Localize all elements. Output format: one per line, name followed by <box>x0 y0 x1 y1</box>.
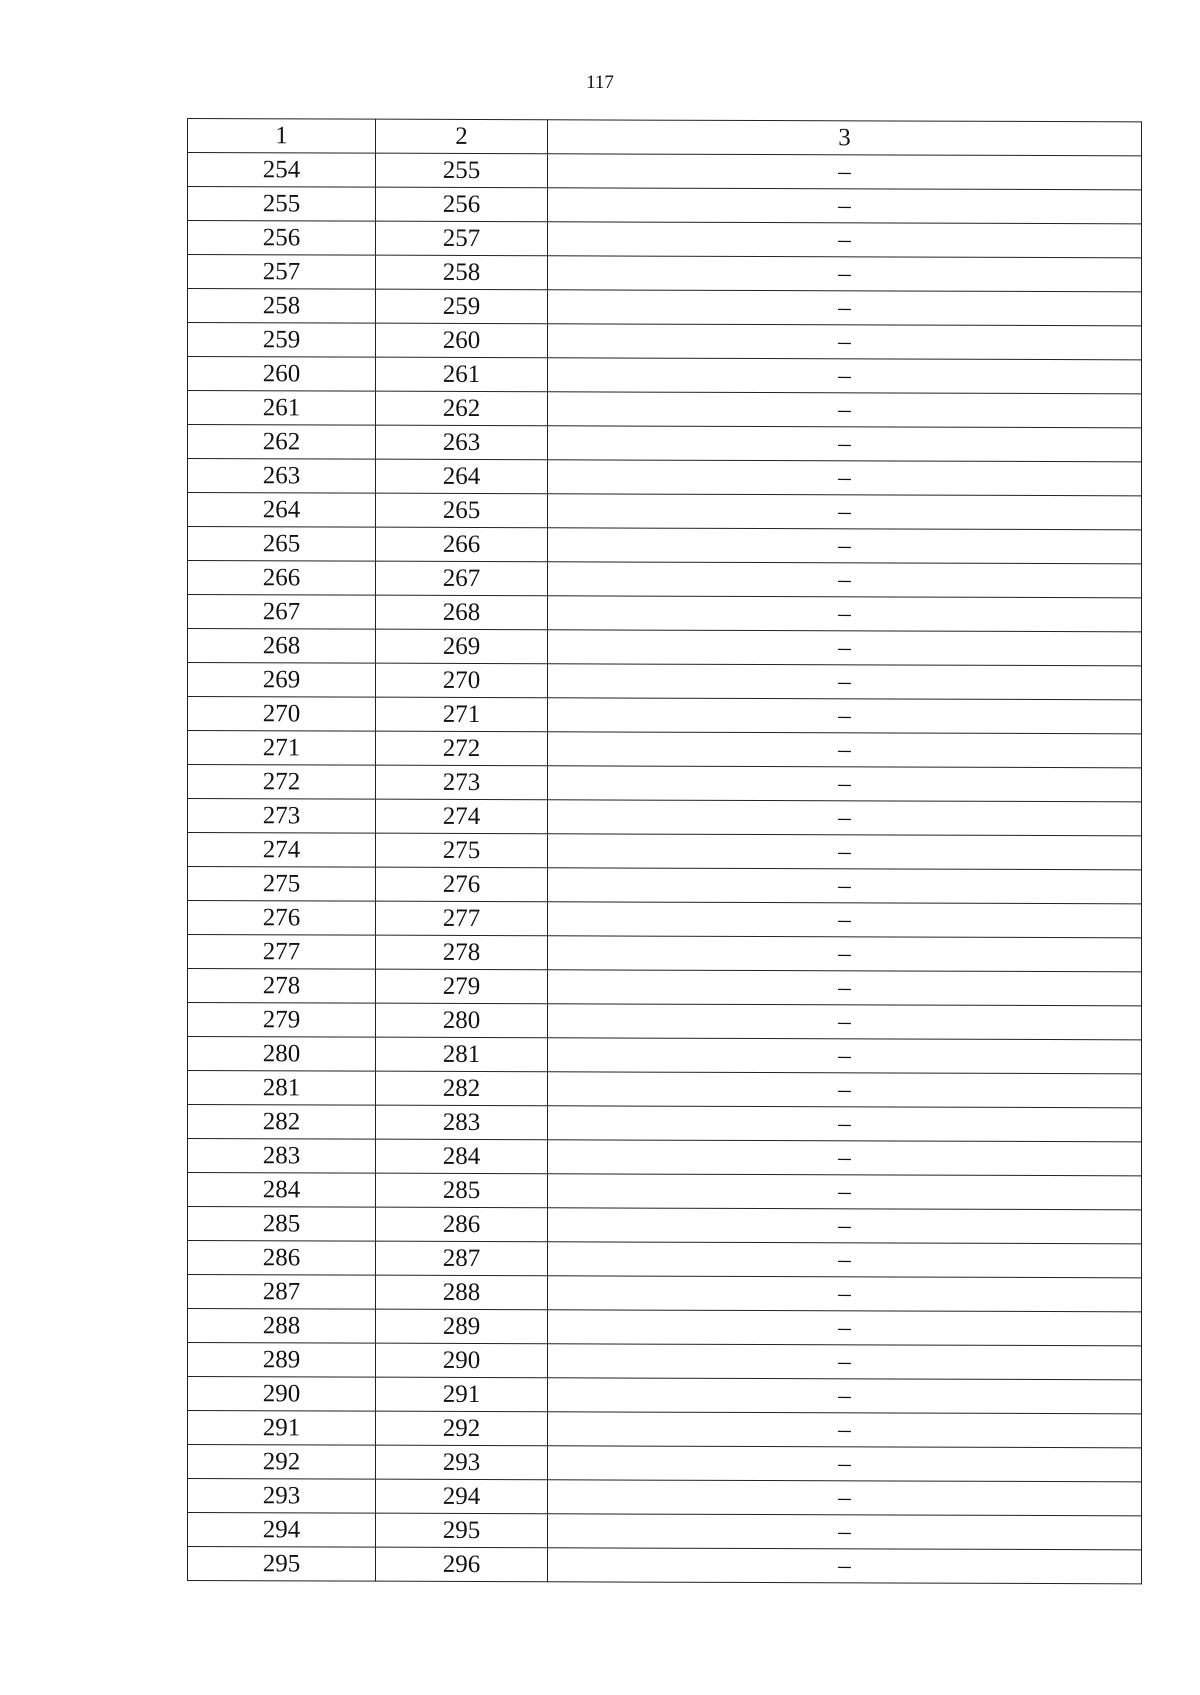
table-cell-col-3: – <box>548 1208 1142 1244</box>
table-cell-col-1: 276 <box>188 901 376 936</box>
table-cell-col-2: 296 <box>376 1547 548 1582</box>
table-cell-col-1: 282 <box>188 1105 376 1140</box>
table-cell-col-1: 260 <box>188 357 376 392</box>
table-cell-col-1: 295 <box>188 1547 376 1582</box>
table-row <box>188 1207 1142 1244</box>
table-row <box>188 221 1142 258</box>
column-header-3: 3 <box>548 120 1142 156</box>
table-row <box>188 289 1142 326</box>
table-cell-col-1: 263 <box>188 459 376 494</box>
table-cell-col-3: – <box>548 630 1142 666</box>
table-cell-col-1: 270 <box>188 697 376 732</box>
table-cell-col-1: 283 <box>188 1139 376 1174</box>
table-cell-col-1: 290 <box>188 1377 376 1412</box>
table-cell-col-2: 262 <box>376 391 548 426</box>
table-row <box>188 697 1142 734</box>
page-number: 117 <box>586 72 614 93</box>
table-cell-col-3: – <box>548 596 1142 632</box>
table-cell-col-2: 275 <box>376 833 548 868</box>
table-row <box>188 1037 1142 1074</box>
table-cell-col-2: 260 <box>376 323 548 358</box>
table-cell-col-3: – <box>548 1480 1142 1516</box>
table-cell-col-1: 262 <box>188 425 376 460</box>
table-cell-col-3: – <box>548 698 1142 734</box>
table-cell-col-1: 269 <box>188 663 376 698</box>
table-cell-col-3: – <box>548 902 1142 938</box>
table-cell-col-2: 280 <box>376 1003 548 1038</box>
table-cell-col-2: 267 <box>376 561 548 596</box>
table-cell-col-2: 282 <box>376 1071 548 1106</box>
table-cell-col-2: 291 <box>376 1377 548 1412</box>
table-body <box>188 153 1142 1584</box>
table-cell-col-2: 268 <box>376 595 548 630</box>
table-cell-col-2: 255 <box>376 153 548 188</box>
table-cell-col-3: – <box>548 1106 1142 1142</box>
table-row <box>188 255 1142 292</box>
table-cell-col-1: 280 <box>188 1037 376 1072</box>
table-cell-col-1: 281 <box>188 1071 376 1106</box>
table-row <box>188 1309 1142 1346</box>
table-row <box>188 459 1142 496</box>
table-cell-col-3: – <box>548 358 1142 394</box>
table-cell-col-1: 278 <box>188 969 376 1004</box>
table-row <box>188 1071 1142 1108</box>
table-row <box>188 935 1142 972</box>
column-header-1: 1 <box>188 119 376 154</box>
table-cell-col-1: 275 <box>188 867 376 902</box>
table-cell-col-1: 257 <box>188 255 376 290</box>
table-cell-col-1: 294 <box>188 1513 376 1548</box>
table-cell-col-3: – <box>548 528 1142 564</box>
table-row <box>188 187 1142 224</box>
table-row <box>188 1173 1142 1210</box>
table-cell-col-3: – <box>548 664 1142 700</box>
table-cell-col-3: – <box>548 188 1142 224</box>
table-row <box>188 153 1142 190</box>
table-row <box>188 527 1142 564</box>
table-cell-col-3: – <box>548 460 1142 496</box>
table-cell-col-2: 286 <box>376 1207 548 1242</box>
table-cell-col-1: 291 <box>188 1411 376 1446</box>
table-row <box>188 1513 1142 1550</box>
table-cell-col-2: 283 <box>376 1105 548 1140</box>
table-cell-col-2: 281 <box>376 1037 548 1072</box>
table-cell-col-2: 261 <box>376 357 548 392</box>
table-row <box>188 561 1142 598</box>
table-cell-col-2: 258 <box>376 255 548 290</box>
table-row <box>188 1275 1142 1312</box>
table-cell-col-1: 284 <box>188 1173 376 1208</box>
table-row <box>188 595 1142 632</box>
table-row <box>188 833 1142 870</box>
table-cell-col-2: 259 <box>376 289 548 324</box>
table-cell-col-3: – <box>548 426 1142 462</box>
table-cell-col-3: – <box>548 1038 1142 1074</box>
table-cell-col-3: – <box>548 494 1142 530</box>
table-cell-col-3: – <box>548 290 1142 326</box>
table-cell-col-1: 289 <box>188 1343 376 1378</box>
table-cell-col-1: 277 <box>188 935 376 970</box>
table-cell-col-2: 287 <box>376 1241 548 1276</box>
table-cell-col-3: – <box>548 1514 1142 1550</box>
table-cell-col-3: – <box>548 154 1142 190</box>
table-row <box>188 1547 1142 1584</box>
table-cell-col-2: 277 <box>376 901 548 936</box>
table-cell-col-3: – <box>548 256 1142 292</box>
table-cell-col-1: 265 <box>188 527 376 562</box>
table-cell-col-1: 292 <box>188 1445 376 1480</box>
table-row <box>188 357 1142 394</box>
table-cell-col-3: – <box>548 732 1142 768</box>
table-cell-col-2: 271 <box>376 697 548 732</box>
table-cell-col-1: 286 <box>188 1241 376 1276</box>
data-table <box>187 118 1142 1584</box>
table-row <box>188 731 1142 768</box>
table-row <box>188 901 1142 938</box>
table-row <box>188 1411 1142 1448</box>
table-cell-col-2: 295 <box>376 1513 548 1548</box>
table-row <box>188 1479 1142 1516</box>
table-cell-col-1: 293 <box>188 1479 376 1514</box>
table-row <box>188 1343 1142 1380</box>
table-cell-col-2: 265 <box>376 493 548 528</box>
table-cell-col-1: 272 <box>188 765 376 800</box>
table-cell-col-2: 274 <box>376 799 548 834</box>
table-cell-col-3: – <box>548 1242 1142 1278</box>
table-cell-col-2: 269 <box>376 629 548 664</box>
table-row <box>188 969 1142 1006</box>
table-row <box>188 1003 1142 1040</box>
table-cell-col-3: – <box>548 562 1142 598</box>
table-cell-col-1: 255 <box>188 187 376 222</box>
table-cell-col-1: 267 <box>188 595 376 630</box>
table-cell-col-1: 274 <box>188 833 376 868</box>
table-cell-col-1: 271 <box>188 731 376 766</box>
table-cell-col-3: – <box>548 970 1142 1006</box>
table-cell-col-1: 288 <box>188 1309 376 1344</box>
table-cell-col-3: – <box>548 1412 1142 1448</box>
table-cell-col-2: 278 <box>376 935 548 970</box>
table-row <box>188 663 1142 700</box>
table-header-row <box>188 119 1142 156</box>
table-cell-col-2: 264 <box>376 459 548 494</box>
table-cell-col-2: 290 <box>376 1343 548 1378</box>
table-cell-col-3: – <box>548 222 1142 258</box>
table-cell-col-1: 254 <box>188 153 376 188</box>
table-cell-col-1: 285 <box>188 1207 376 1242</box>
table-cell-col-1: 268 <box>188 629 376 664</box>
table-cell-col-2: 276 <box>376 867 548 902</box>
table-cell-col-2: 294 <box>376 1479 548 1514</box>
table-cell-col-3: – <box>548 1004 1142 1040</box>
table-cell-col-3: – <box>548 392 1142 428</box>
table-row <box>188 867 1142 904</box>
table-cell-col-3: – <box>548 324 1142 360</box>
table-row <box>188 493 1142 530</box>
table-cell-col-2: 288 <box>376 1275 548 1310</box>
table-cell-col-3: – <box>548 936 1142 972</box>
table-cell-col-3: – <box>548 1310 1142 1346</box>
table-cell-col-2: 256 <box>376 187 548 222</box>
table-cell-col-2: 284 <box>376 1139 548 1174</box>
table-cell-col-2: 263 <box>376 425 548 460</box>
table-cell-col-1: 266 <box>188 561 376 596</box>
table-cell-col-2: 266 <box>376 527 548 562</box>
table-cell-col-3: – <box>548 1276 1142 1312</box>
table-cell-col-2: 273 <box>376 765 548 800</box>
table-cell-col-1: 264 <box>188 493 376 528</box>
table-row <box>188 425 1142 462</box>
table-cell-col-3: – <box>548 1072 1142 1108</box>
table-cell-col-2: 279 <box>376 969 548 1004</box>
table-cell-col-2: 257 <box>376 221 548 256</box>
table-cell-col-3: – <box>548 800 1142 836</box>
table-cell-col-2: 270 <box>376 663 548 698</box>
table-row <box>188 799 1142 836</box>
table-cell-col-3: – <box>548 766 1142 802</box>
table-row <box>188 1241 1142 1278</box>
table-row <box>188 765 1142 802</box>
table-cell-col-2: 272 <box>376 731 548 766</box>
table-cell-col-1: 261 <box>188 391 376 426</box>
table-cell-col-3: – <box>548 1378 1142 1414</box>
table-cell-col-1: 256 <box>188 221 376 256</box>
table-row <box>188 629 1142 666</box>
table-cell-col-3: – <box>548 1446 1142 1482</box>
table-cell-col-3: – <box>548 1344 1142 1380</box>
table-cell-col-1: 273 <box>188 799 376 834</box>
table-cell-col-1: 279 <box>188 1003 376 1038</box>
table-cell-col-2: 293 <box>376 1445 548 1480</box>
table-row <box>188 1377 1142 1414</box>
table-row <box>188 1139 1142 1176</box>
table-row <box>188 1445 1142 1482</box>
table-row <box>188 391 1142 428</box>
table-cell-col-1: 259 <box>188 323 376 358</box>
table-cell-col-2: 292 <box>376 1411 548 1446</box>
table-cell-col-3: – <box>548 1174 1142 1210</box>
column-header-2: 2 <box>376 119 548 154</box>
table-cell-col-3: – <box>548 834 1142 870</box>
table-row <box>188 1105 1142 1142</box>
table-cell-col-2: 285 <box>376 1173 548 1208</box>
table-row <box>188 323 1142 360</box>
table-cell-col-3: – <box>548 868 1142 904</box>
table-cell-col-3: – <box>548 1548 1142 1584</box>
table-cell-col-3: – <box>548 1140 1142 1176</box>
table-cell-col-1: 258 <box>188 289 376 324</box>
table-cell-col-2: 289 <box>376 1309 548 1344</box>
table-cell-col-1: 287 <box>188 1275 376 1310</box>
